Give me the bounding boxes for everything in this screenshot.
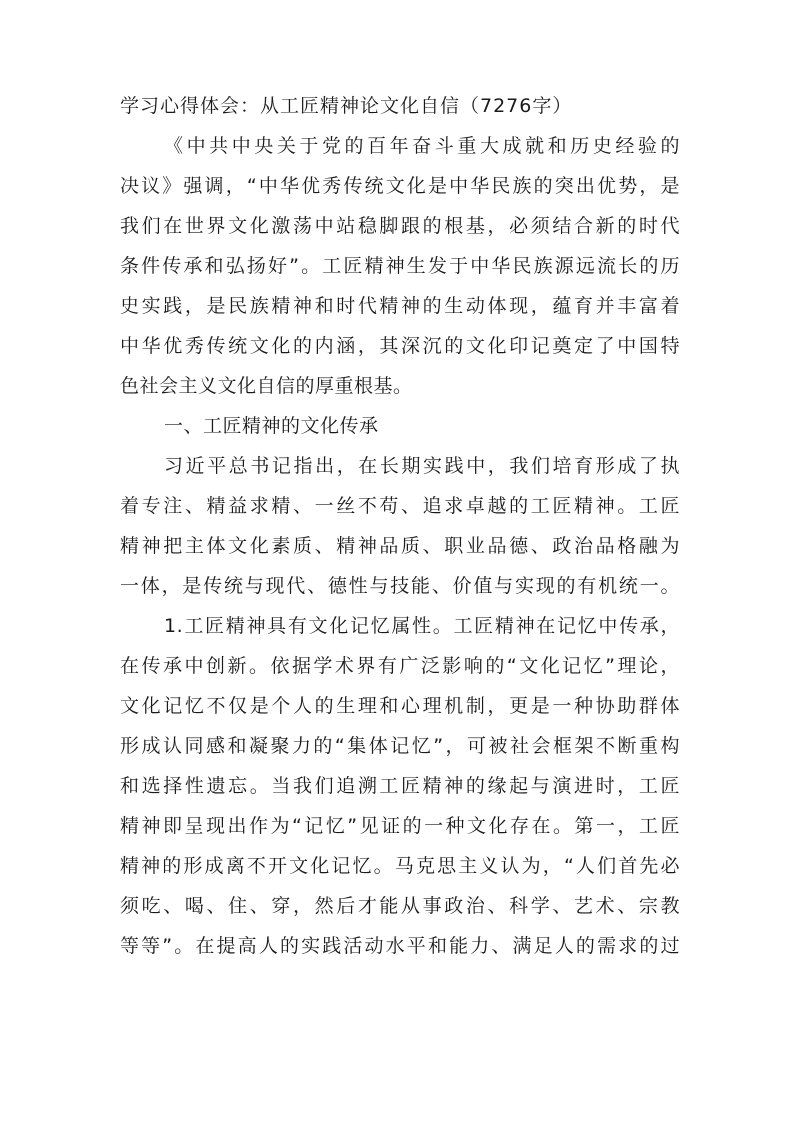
paragraph-3-line-5: 和选择性遗忘。当我们追溯工匠精神的缘起与演进时，工匠 — [120, 775, 680, 797]
section-heading: 一、工匠精神的文化传承 — [164, 415, 379, 437]
paragraph-1-line-7: 色社会主义文化自信的厚重根基。 — [120, 375, 413, 397]
paragraph-1-line-3: 我们在世界文化激荡中站稳脚跟的根基，必须结合新的时代 — [120, 215, 680, 237]
paragraph-1-line-4: 条件传承和弘扬好”。工匠精神生发于中华民族源远流长的历 — [120, 255, 680, 277]
paragraph-3-line-4: 形成认同感和凝聚力的“集体记忆”，可被社会框架不断重构 — [120, 735, 680, 757]
document-body — [120, 86, 680, 966]
paragraph-2-line-1: 习近平总书记指出，在长期实践中，我们培育形成了执 — [164, 455, 680, 477]
paragraph-2-line-2: 着专注、精益求精、一丝不苟、追求卓越的工匠精神。工匠 — [120, 495, 680, 517]
paragraph-1-line-1: 《中共中央关于党的百年奋斗重大成就和历史经验的 — [164, 135, 680, 157]
paragraph-1-line-5: 史实践，是民族精神和时代精神的生动体现，蕴育并丰富着 — [120, 295, 680, 317]
paragraph-2-line-4: 一体，是传统与现代、德性与技能、价值与实现的有机统一。 — [120, 575, 680, 597]
paragraph-3-line-1: 1.工匠精神具有文化记忆属性。工匠精神在记忆中传承， — [164, 615, 680, 637]
paragraph-3-line-6: 精神即呈现出作为“记忆”见证的一种文化存在。第一，工匠 — [120, 815, 680, 837]
paragraph-3-line-2: 在传承中创新。依据学术界有广泛影响的“文化记忆”理论， — [120, 655, 680, 677]
paragraph-3-line-9: 等等”。在提高人的实践活动水平和能力、满足人的需求的过 — [120, 935, 680, 957]
paragraph-3-line-8: 须吃、喝、住、穿，然后才能从事政治、科学、艺术、宗教 — [120, 895, 680, 917]
paragraph-1-line-6: 中华优秀传统文化的内涵，其深沉的文化印记奠定了中国特 — [120, 335, 680, 357]
paragraph-3-line-7: 精神的形成离不开文化记忆。马克思主义认为，“人们首先必 — [120, 855, 680, 877]
document-title: 学习心得体会：从工匠精神论文化自信（7276字） — [120, 95, 573, 117]
paragraph-3-line-3: 文化记忆不仅是个人的生理和心理机制，更是一种协助群体 — [120, 695, 680, 717]
paragraph-2-line-3: 精神把主体文化素质、精神品质、职业品德、政治品格融为 — [120, 535, 680, 557]
paragraph-1-line-2: 决议》强调，“中华优秀传统文化是中华民族的突出优势，是 — [120, 175, 680, 197]
